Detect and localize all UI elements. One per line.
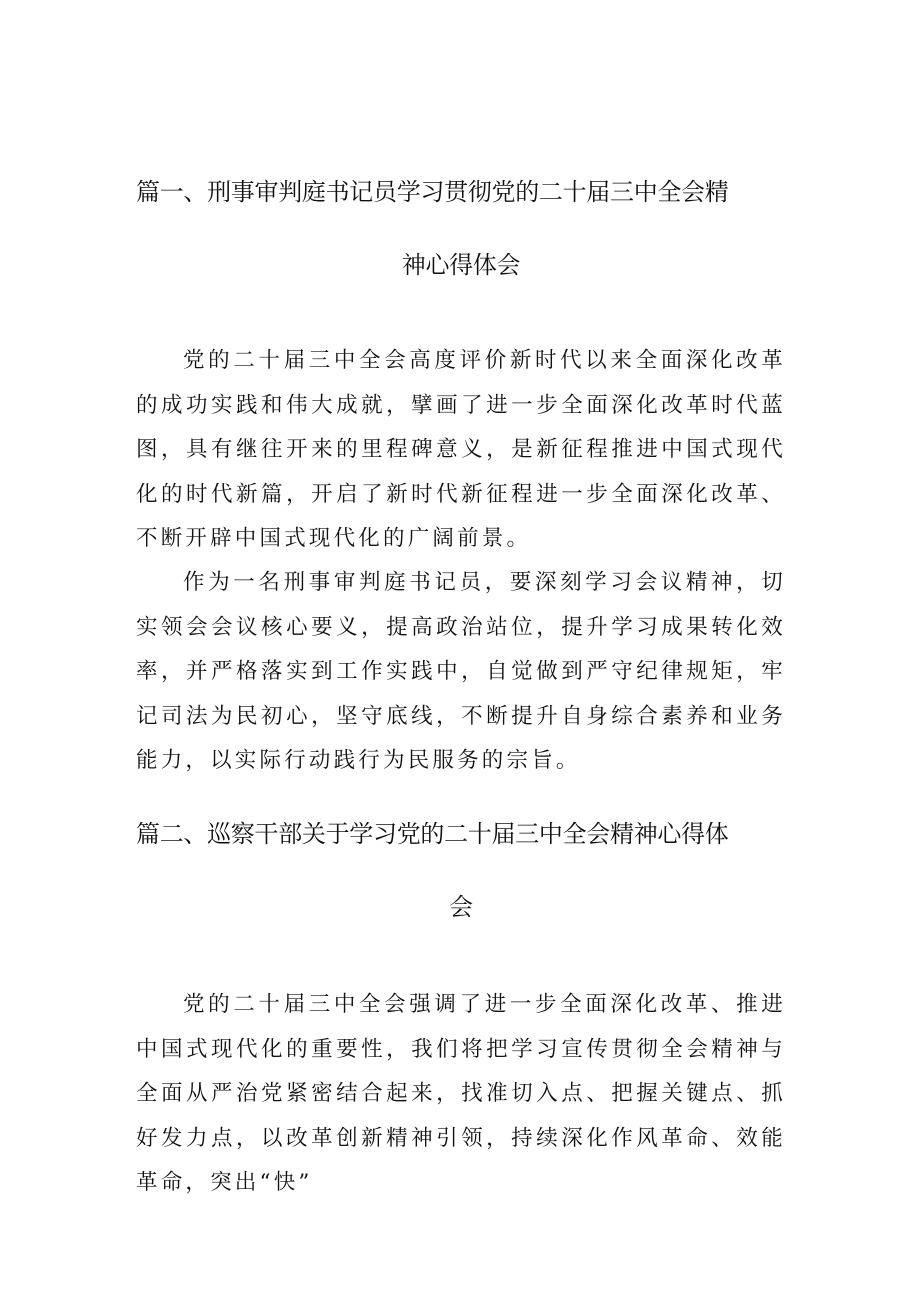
section-2-title — [136, 798, 786, 944]
section-1-title — [136, 156, 786, 302]
section-2-title-line-2: 会 — [449, 893, 473, 921]
section-2-paragraph-1: 党的二十届三中全会强调了进一步全面深化改革、推进中国式现代化的重要性，我们将把学习宣传贯彻全会精神与全面从严治党紧密结合起来，找准切入点、把握关键点、抓好发力点，以改革创新精神引领，持续深化作风革命、效能革命，突出“快” — [136, 992, 786, 1195]
section-1-title-line-1: 篇一、刑事审判庭书记员学习贯彻党的二十届三中全会精 — [136, 178, 729, 206]
section-1-paragraph-2: 作为一名刑事审判庭书记员，要深刻学习会议精神，切实领会会议核心要义，提高政治站位，提升学习成果转化效率，并严格落实到工作实践中，自觉做到严守纪律规矩，牢记司法为民初心，坚守底线，不断提升自身综合素养和业务能力，以实际行动践行为民服务的宗旨。 — [136, 570, 786, 773]
section-2-title-line-1: 篇二、巡察干部关于学习党的二十届三中全会精神心得体 — [136, 820, 729, 848]
section-1-title-line-2: 神心得体会 — [401, 251, 521, 279]
section-1-paragraph-1: 党的二十届三中全会高度评价新时代以来全面深化改革的成功实践和伟大成就，擘画了进一步全面深化改革时代蓝图，具有继往开来的里程碑意义，是新征程推进中国式现代化的时代新篇，开启了新时代新征程进一步全面深化改革、不断开辟中国式现代化的广阔前景。 — [136, 348, 786, 551]
